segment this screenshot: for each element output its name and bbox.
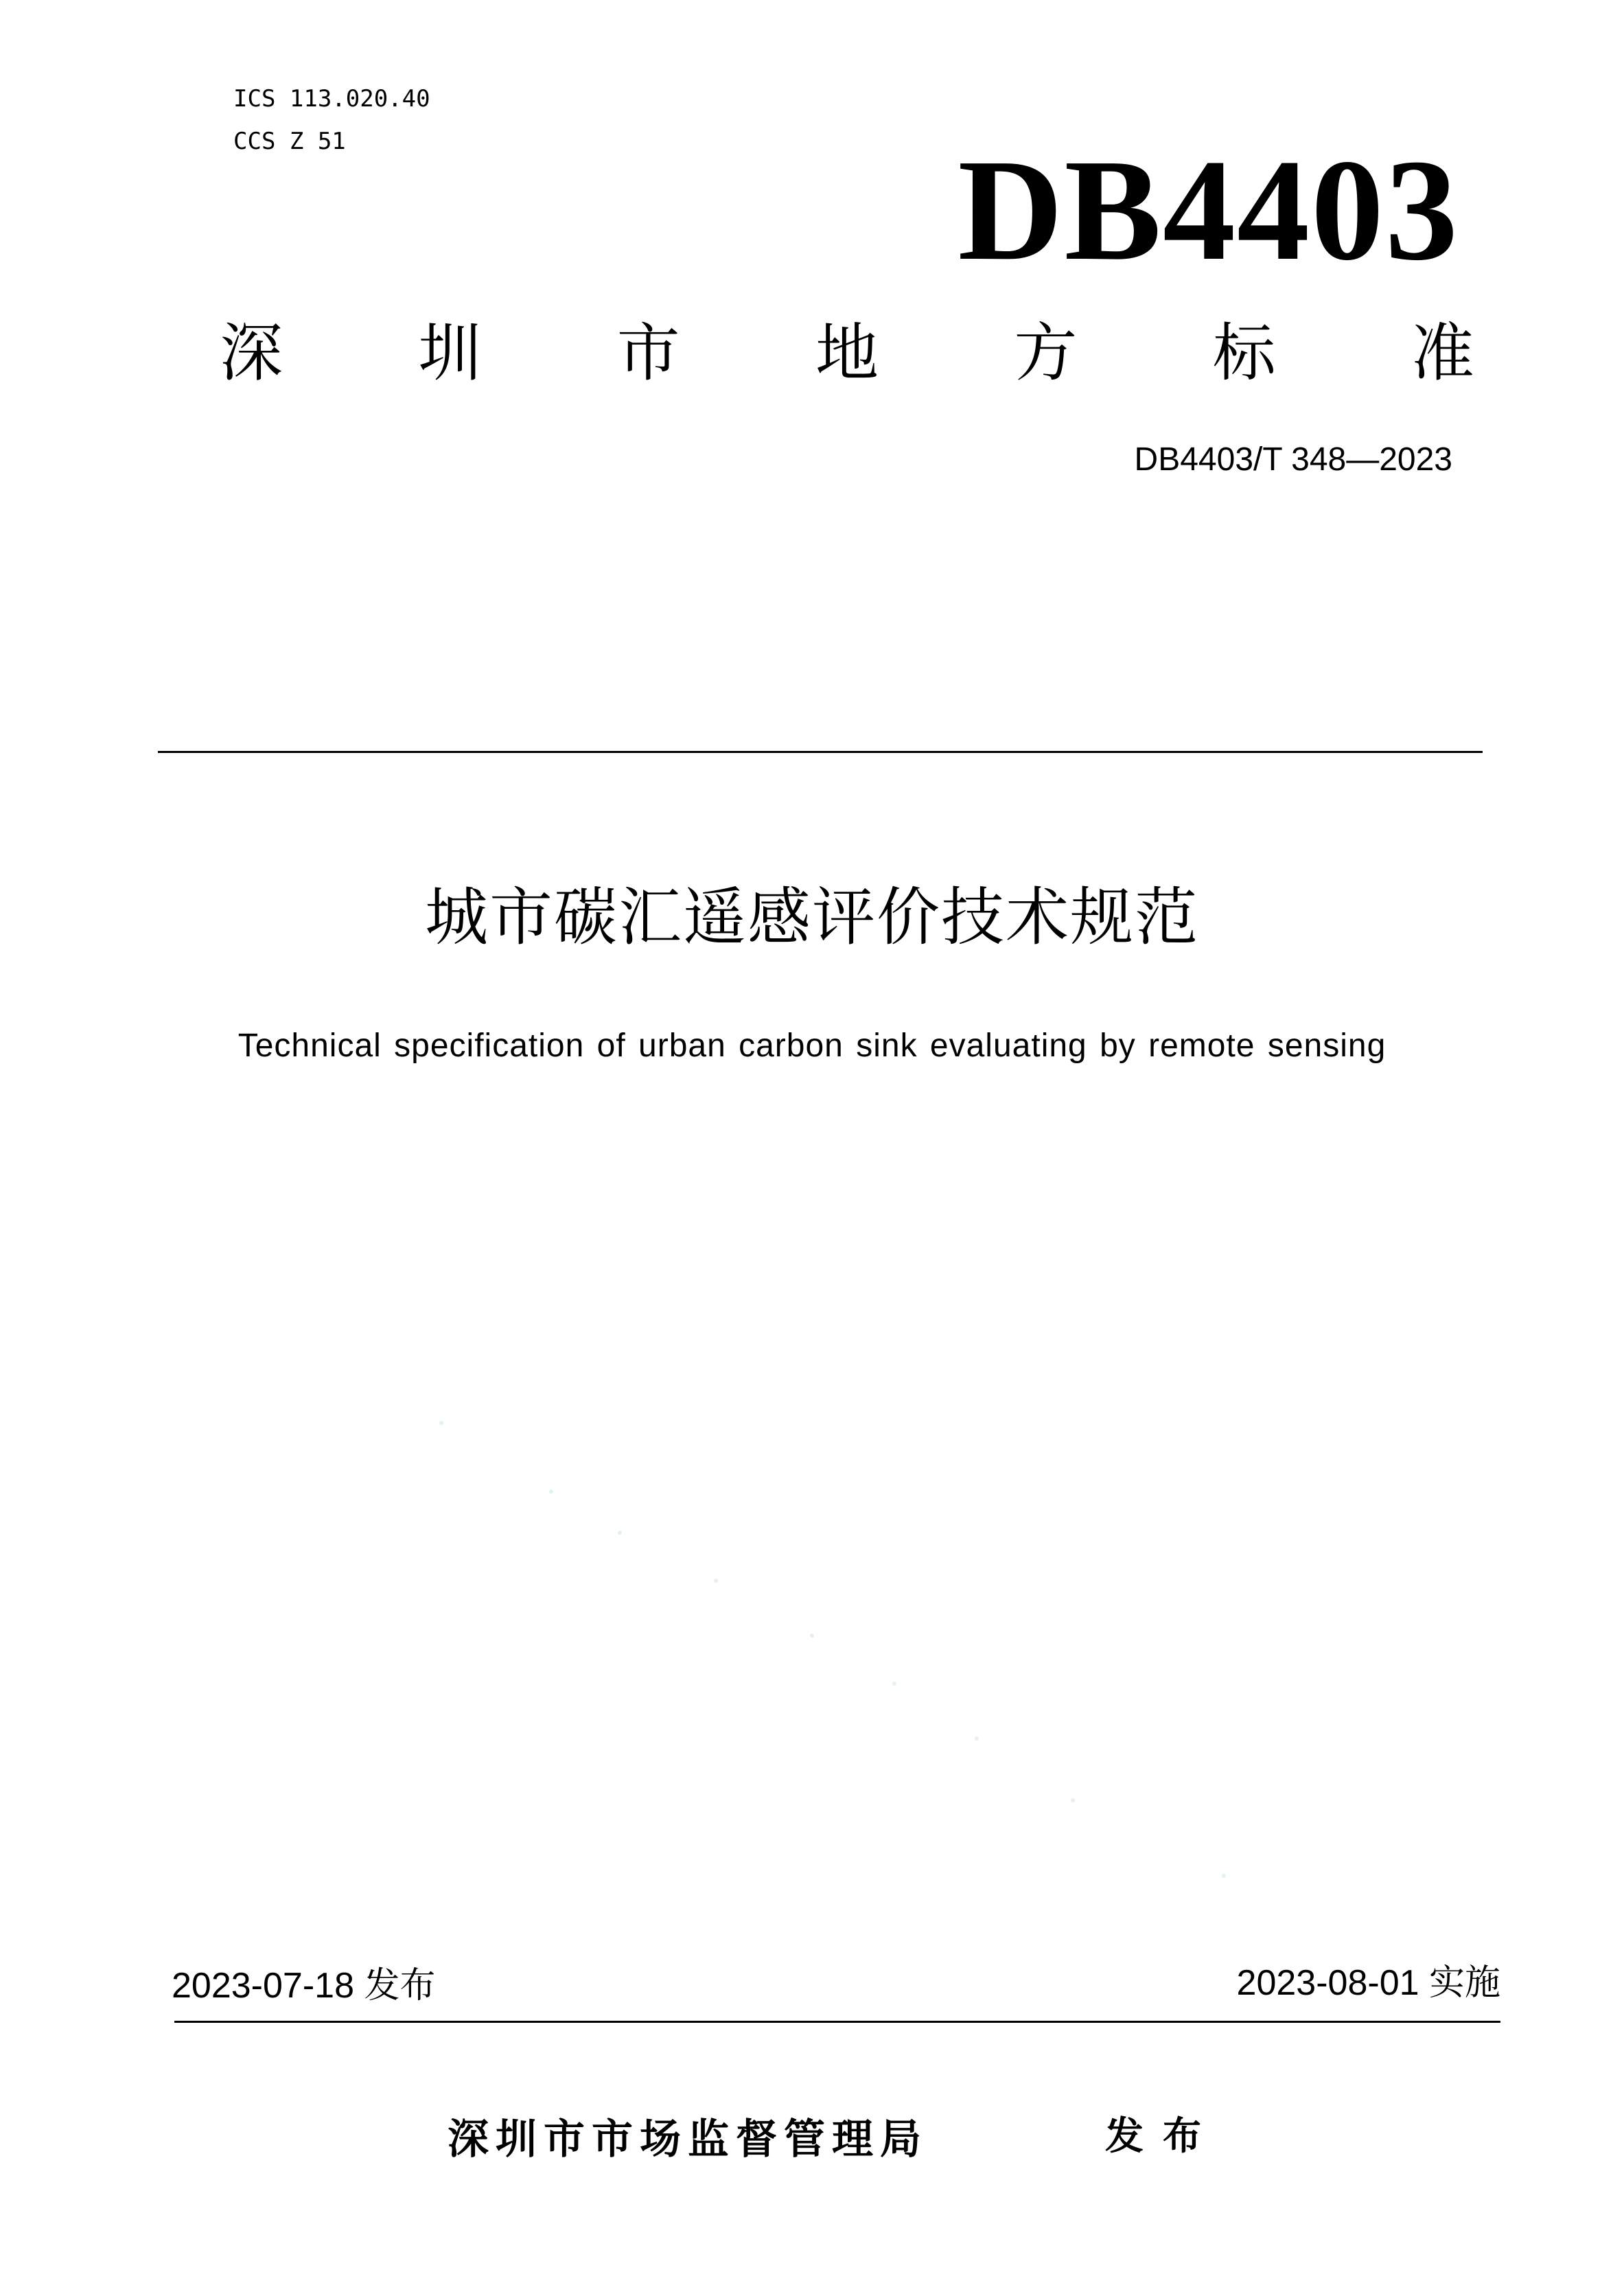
category-char: 地 xyxy=(815,316,879,390)
ccs-code: CCS Z 51 xyxy=(233,128,346,155)
publish-label: 发布 xyxy=(1105,2114,1220,2159)
title-english: Technical specification of urban carbon sink evaluating by remote sensing xyxy=(237,1028,1387,1064)
implementation-date: 2023-08-01 实施 xyxy=(1236,1963,1500,2003)
standard-number: DB4403/T 348—2023 xyxy=(1134,441,1452,478)
category-char: 市 xyxy=(616,316,680,390)
category-char: 圳 xyxy=(418,316,482,390)
publisher-name: 深圳市市场监督管理局 xyxy=(448,2115,928,2164)
category-char: 准 xyxy=(1411,316,1474,390)
title-chinese: 城市碳汇遥感评价技术规范 xyxy=(424,881,1199,954)
bottom-divider xyxy=(174,2021,1500,2023)
category-char: 标 xyxy=(1212,316,1276,390)
standard-category xyxy=(220,316,1474,391)
standard-code: DB4403 xyxy=(958,129,1459,290)
category-char: 方 xyxy=(1014,316,1078,390)
ics-code: ICS 113.020.40 xyxy=(233,85,430,113)
category-char: 深 xyxy=(220,316,283,390)
issue-date: 2023-07-18 发布 xyxy=(172,1966,436,2006)
top-divider xyxy=(158,751,1483,753)
